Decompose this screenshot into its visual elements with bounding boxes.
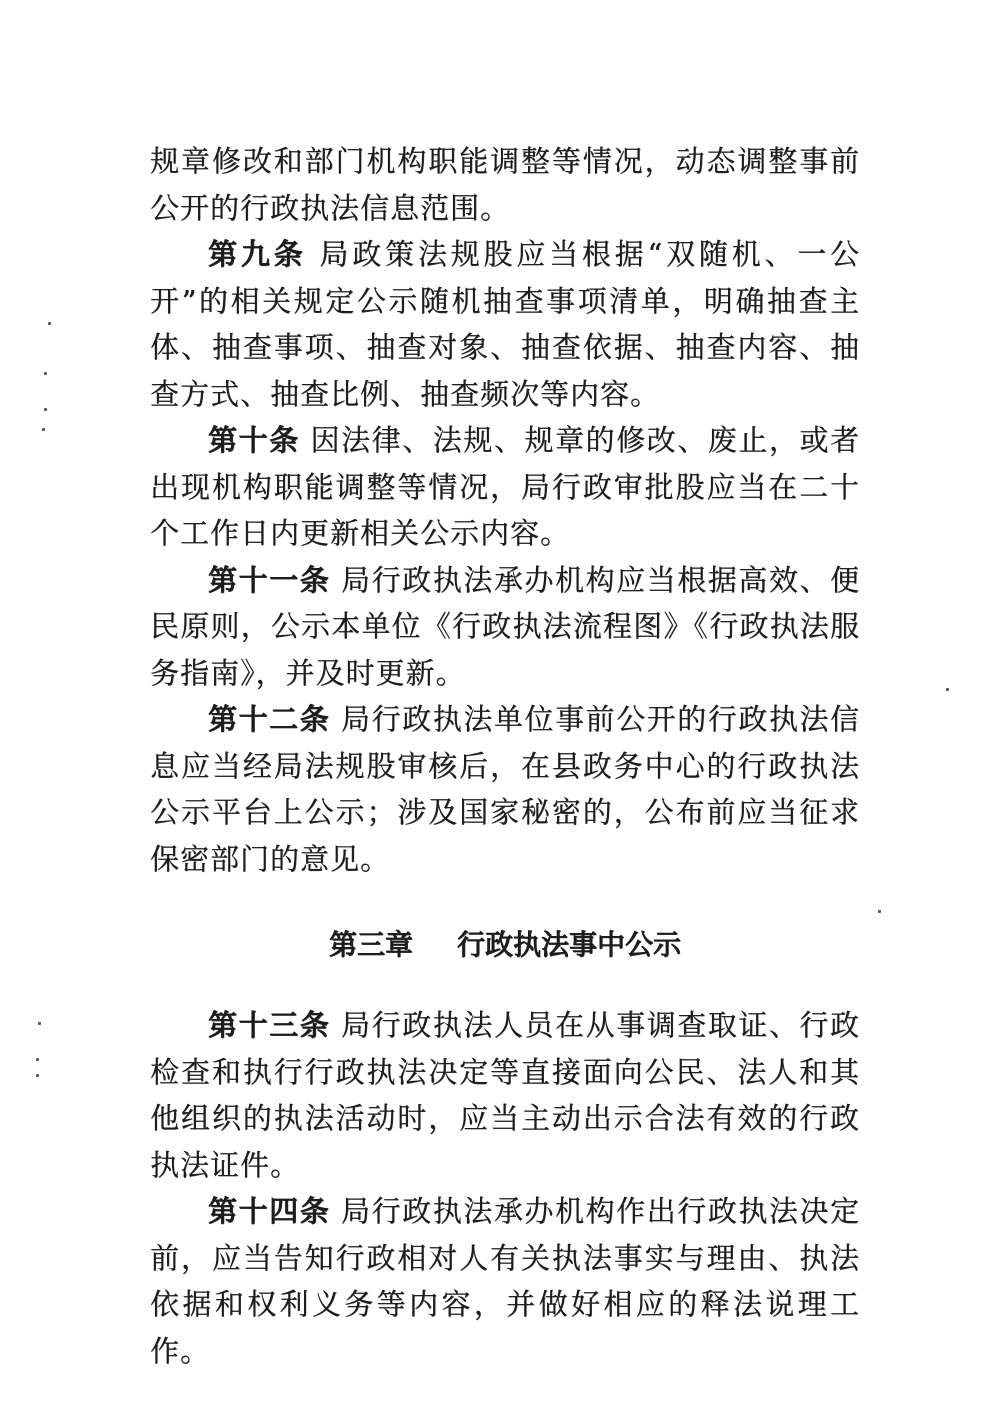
article-9 bbox=[150, 231, 860, 417]
scan-speck bbox=[48, 322, 51, 325]
paragraph-text: 局行政执法承办机构作出行政执法决定前，应当告知行政相对人有关执法事实与理由、执法依据和权利义务等内容，并做好相应的释法说理工作。 bbox=[150, 1194, 860, 1368]
paragraph-text: 规章修改和部门机构职能调整等情况，动态调整事前公开的行政执法信息范围。 bbox=[150, 144, 860, 225]
chapter-title: 行政执法事中公示 bbox=[457, 928, 682, 961]
paragraph-text: 因法律、法规、规章的修改、废止，或者出现机构职能调整等情况，局行政审批股应当在二十个工作日内更新相关公示内容。 bbox=[150, 423, 860, 550]
article-10 bbox=[150, 417, 860, 557]
article-heading: 第十二条 bbox=[208, 702, 331, 736]
article-heading: 第十一条 bbox=[208, 562, 331, 597]
article-heading: 第十条 bbox=[208, 423, 300, 457]
article-heading: 第十四条 bbox=[208, 1194, 331, 1228]
paragraph-text: 局政策法规股应当根据“双随机、一公开”的相关规定公示随机抽查事项清单，明确抽查主体、抽查事项、抽查对象、抽查依据、抽查内容、抽查方式、抽查比例、抽查频次等内容。 bbox=[150, 237, 860, 411]
article-14 bbox=[150, 1188, 860, 1374]
paragraph-text: 局行政执法单位事前公开的行政执法信息应当经局法规股审核后，在县政务中心的行政执法公示平台上公示；涉及国家秘密的，公布前应当征求保密部门的意见。 bbox=[150, 702, 860, 876]
paragraph-text: 局行政执法承办机构应当根据高效、便民原则，公示本单位《行政执法流程图》《行政执法服务指南》，并及时更新。 bbox=[150, 562, 860, 690]
scan-speck bbox=[44, 372, 47, 375]
article-11 bbox=[150, 557, 860, 697]
article-13 bbox=[150, 1002, 860, 1188]
scan-speck bbox=[36, 1058, 39, 1061]
scan-speck bbox=[946, 688, 949, 691]
scan-speck bbox=[38, 1022, 41, 1025]
article-heading: 第九条 bbox=[208, 237, 307, 271]
chapter-heading bbox=[150, 922, 860, 968]
paragraph-text: 局行政执法人员在从事调查取证、行政检查和执行行政执法决定等直接面向公民、法人和其他组织的执法活动时，应当主动出示合法有效的行政执法证件。 bbox=[150, 1008, 860, 1182]
article-12 bbox=[150, 696, 860, 882]
chapter-number: 第三章 bbox=[328, 928, 413, 961]
scan-speck bbox=[36, 1074, 39, 1077]
scan-speck bbox=[878, 910, 881, 913]
paragraph-continuation bbox=[150, 138, 860, 231]
article-heading: 第十三条 bbox=[208, 1008, 331, 1042]
scan-speck bbox=[44, 408, 47, 411]
document-body bbox=[150, 138, 860, 1374]
scan-speck bbox=[42, 428, 45, 431]
